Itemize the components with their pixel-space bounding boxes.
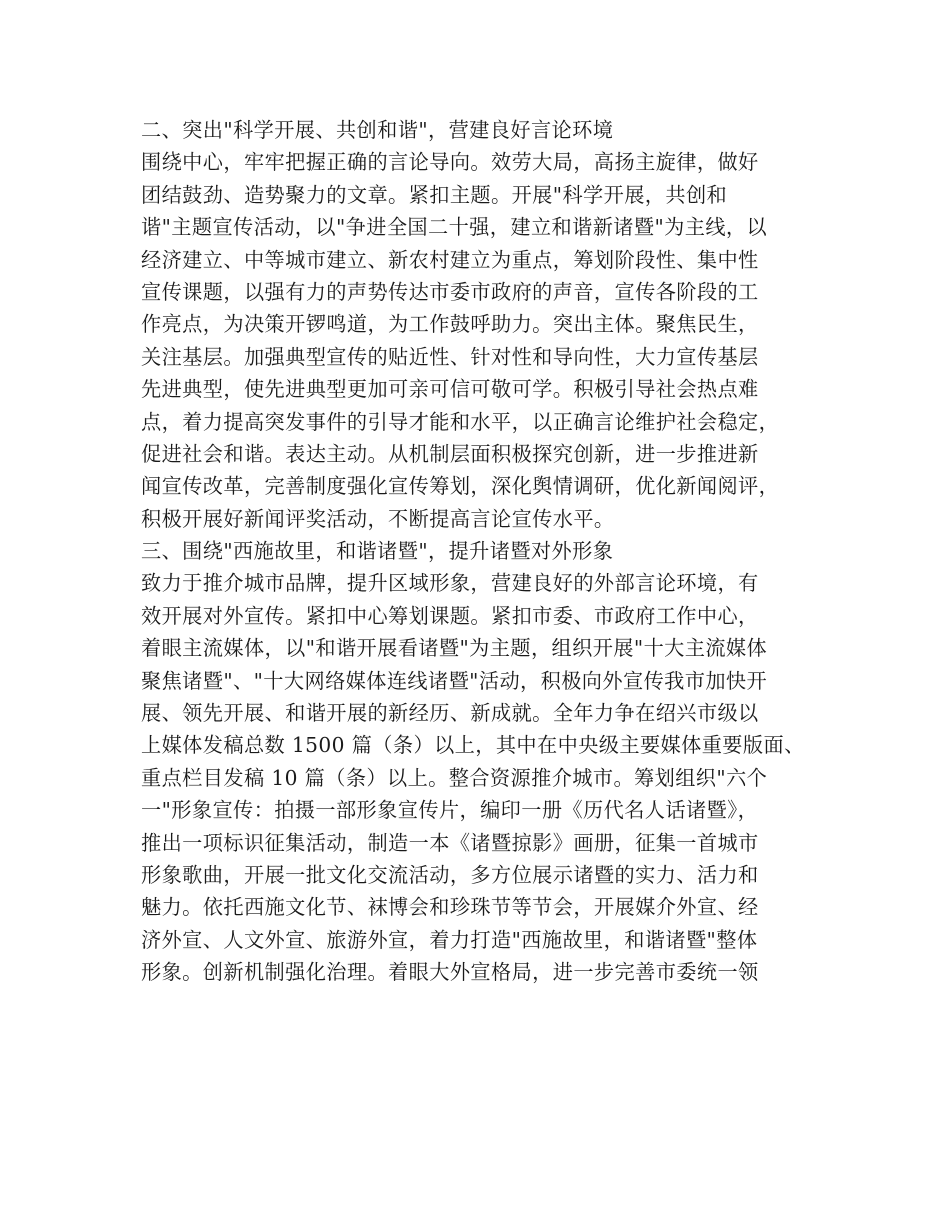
- text-line: 围绕中心，牢牢把握正确的言论导向。效劳大局，高扬主旋律，做好: [141, 150, 759, 175]
- text-line: 关注基层。加强典型宣传的贴近性、针对性和导向性，大力宣传基层: [141, 344, 759, 369]
- text-line: 聚焦诸暨"、"十大网络媒体连线诸暨"活动，积极向外宣传我市加快开: [141, 668, 768, 693]
- text-line: 着眼主流媒体，以"和谐开展看诸暨"为主题，组织开展"十大主流媒体: [141, 636, 768, 661]
- section-heading: 三、围绕"西施故里，和谐诸暨"，提升诸暨对外形象: [141, 539, 614, 564]
- text-line: 积极开展好新闻评奖活动，不断提高言论宣传水平。: [141, 506, 615, 531]
- section-heading: 二、突出"科学开展、共创和谐"，营建良好言论环境: [141, 118, 614, 142]
- text-line: 点，着力提高突发事件的引导才能和水平，以正确言论维护社会稳定，: [141, 409, 780, 434]
- text-line: 闻宣传改革，完善制度强化宣传筹划，深化舆情调研，优化新闻阅评，: [141, 474, 780, 499]
- text-line: 重点栏目发稿 10 篇（条）以上。整合资源推介城市。筹划组织"六个: [141, 765, 768, 790]
- text-line: 效开展对外宣传。紧扣中心筹划课题。紧扣市委、市政府工作中心，: [141, 603, 759, 628]
- text-line: 谐"主题宣传活动，以"争进全国二十强，建立和谐新诸暨"为主线，以: [141, 215, 768, 240]
- text-line: 魅力。依托西施文化节、袜博会和珍珠节等节会，开展媒介外宣、经: [141, 895, 759, 920]
- text-line: 经济建立、中等城市建立、新农村建立为重点，筹划阶段性、集中性: [141, 247, 759, 272]
- text-line: 先进典型，使先进典型更加可亲可信可敬可学。积极引导社会热点难: [141, 377, 759, 402]
- text-line: 推出一项标识征集活动，制造一本《诸暨掠影》画册，征集一首城市: [141, 830, 759, 855]
- document-body: [141, 114, 826, 989]
- text-line: 宣传课题，以强有力的声势传达市委市政府的声音，宣传各阶段的工: [141, 279, 759, 304]
- text-line: 作亮点，为决策开锣鸣道，为工作鼓呼助力。突出主体。聚焦民生，: [141, 312, 759, 337]
- text-line: 上媒体发稿总数 1500 篇（条）以上，其中在中央级主要媒体重要版面、: [141, 733, 805, 758]
- text-line: 一"形象宣传：拍摄一部形象宣传片，编印一册《历代名人话诸暨》，: [141, 798, 759, 823]
- text-line: 展、领先开展、和谐开展的新经历、新成就。全年力争在绍兴市级以: [141, 701, 759, 726]
- text-line: 形象。创新机制强化治理。着眼大外宣格局，进一步完善市委统一领: [141, 960, 759, 985]
- text-line: 致力于推介城市品牌，提升区域形象，营建良好的外部言论环境，有: [141, 571, 759, 596]
- text-line: 促进社会和谐。表达主动。从机制层面积极探究创新，进一步推进新: [141, 441, 759, 466]
- text-line: 形象歌曲，开展一批文化交流活动，多方位展示诸暨的实力、活力和: [141, 862, 759, 887]
- text-line: 团结鼓劲、造势聚力的文章。紧扣主题。开展"科学开展，共创和: [141, 182, 728, 207]
- text-line: 济外宣、人文外宣、旅游外宣，着力打造"西施故里，和谐诸暨"整体: [141, 927, 758, 952]
